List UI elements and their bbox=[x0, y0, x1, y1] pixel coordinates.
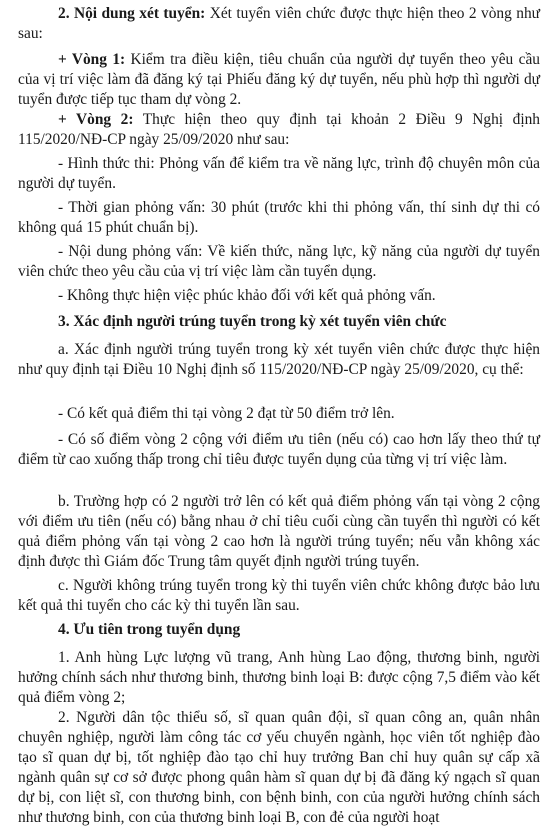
section2-item: - Thời gian phỏng vấn: 30 phút (trước khi thi phỏng vấn, thí sinh dự thi có không quá 15 phút chuẩn bị). bbox=[18, 199, 540, 236]
round1-label: + Vòng 1: bbox=[58, 51, 126, 68]
section3-para-c: c. Người không trúng tuyển trong kỳ thi tuyển viên chức không được bảo lưu kết quả thi tuyển cho các kỳ thi tuyển lần sau. bbox=[18, 577, 540, 614]
section3-heading: 3. Xác định người trúng tuyển trong kỳ xét tuyển viên chức bbox=[58, 313, 447, 330]
section2-item: - Nội dung phỏng vấn: Về kiến thức, năng lực, kỹ năng của người dự tuyển viên chức theo yêu cầu của vị trí việc làm cần tuyển dụng. bbox=[18, 243, 540, 280]
section2-item: - Hình thức thi: Phỏng vấn để kiểm tra về năng lực, trình độ chuyên môn của người dự tuyển. bbox=[18, 155, 540, 192]
round1-paragraph bbox=[18, 50, 540, 110]
round2-label: + Vòng 2: bbox=[58, 111, 134, 128]
section4-item-1: 1. Anh hùng Lực lượng vũ trang, Anh hùng Lao động, thương binh, người hưởng chính sách như thương binh, thương binh loại B: được cộng 7,5 điểm vào kết quả điểm vòng 2; bbox=[18, 649, 540, 706]
section3-para-a: a. Xác định người trúng tuyển trong kỳ xét tuyển viên chức được thực hiện như quy định tại Điều 10 Nghị định số 115/2020/NĐ-CP ngày 25/09/2020, cụ thể: bbox=[18, 341, 540, 378]
section3-para-b: b. Trường hợp có 2 người trở lên có kết quả điểm phỏng vấn tại vòng 2 cộng với điểm ưu tiên (nếu có) bằng nhau ở chỉ tiêu cuối cùng cần tuyển thì người có kết quả điểm phỏng vấn tại vòng 2 cao hơn là người trúng tuyển; nếu vẫn không xác định được thì Giám đốc Trung tâm quyết định người trúng tuyển. bbox=[18, 493, 540, 570]
section2-heading: 2. Nội dung xét tuyển: bbox=[58, 5, 206, 22]
section3-item: - Có kết quả điểm thi tại vòng 2 đạt từ 50 điểm trở lên. bbox=[58, 405, 395, 422]
section2-intro-text: Xét tuyển viên chức được thực hiện theo 2 vòng như sau: bbox=[18, 5, 540, 42]
round1-text: Kiểm tra điều kiện, tiêu chuẩn của người dự tuyển theo yêu cầu của vị trí việc làm đã đăng ký tại Phiếu đăng ký dự tuyển, nếu phù hợp thì người dự tuyển được tiếp tục tham dự vòng 2. bbox=[18, 51, 540, 108]
section3-item: - Có số điểm vòng 2 cộng với điểm ưu tiên (nếu có) cao hơn lấy theo thứ tự điểm từ cao xuống thấp trong chỉ tiêu được tuyển dụng của từng vị trí việc làm. bbox=[18, 431, 540, 468]
section2-intro bbox=[18, 4, 540, 44]
section4-heading: 4. Ưu tiên trong tuyển dụng bbox=[58, 621, 241, 638]
section4-item-2: 2. Người dân tộc thiểu số, sĩ quan quân đội, sĩ quan công an, quân nhân chuyên nghiệp, người làm công tác cơ yếu chuyển ngành, học viên tốt nghiệp đào tạo sĩ quan dự bị, tốt nghiệp đào tạo chỉ huy trưởng Ban chỉ huy quân sự cấp xã ngành quân sự cơ sở được phong quân hàm sĩ quan dự bị đã đăng ký ngạch sĩ quan dự bị, con liệt sĩ, con thương binh, con bệnh binh, con của người hưởng chính sách như thương binh, con của thương binh loại B, con đẻ của người hoạt bbox=[18, 709, 540, 826]
round2-paragraph bbox=[18, 110, 540, 150]
section2-item: - Không thực hiện việc phúc khảo đối với kết quả phỏng vấn. bbox=[58, 287, 436, 304]
round2-text: Thực hiện theo quy định tại khoản 2 Điều 9 Nghị định 115/2020/NĐ-CP ngày 25/09/2020 như sau: bbox=[18, 111, 540, 148]
